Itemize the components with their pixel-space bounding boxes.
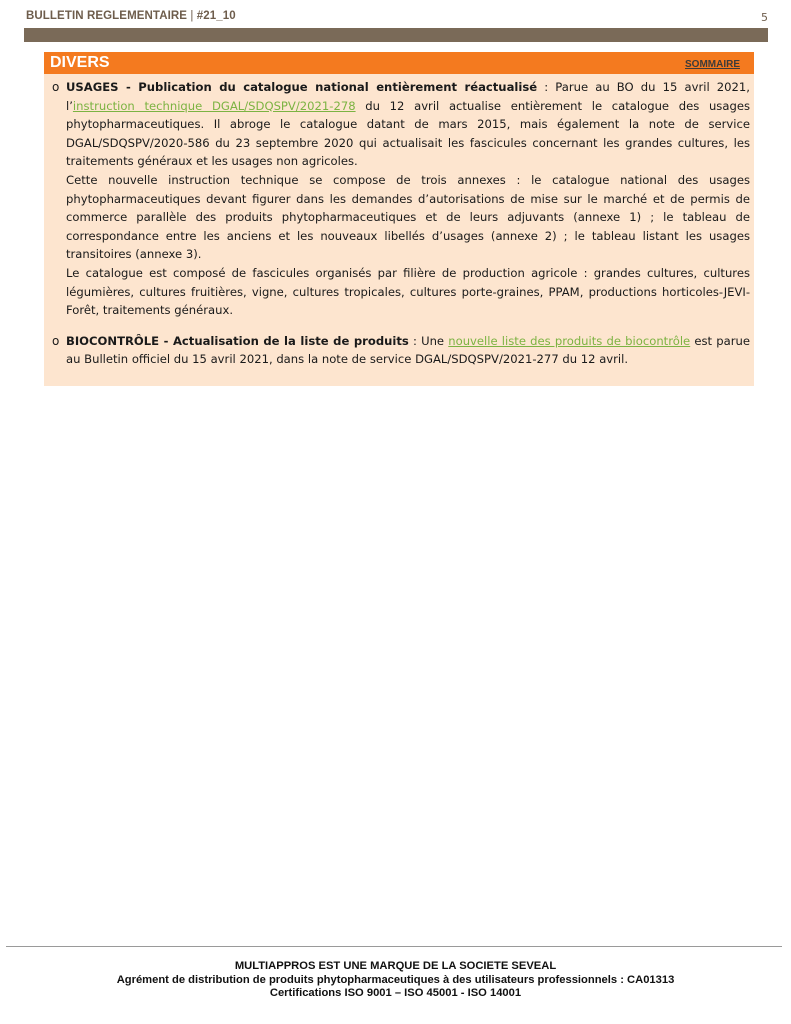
instruction-technique-link[interactable]: instruction technique DGAL/SDQSPV/2021-278 <box>72 98 356 113</box>
biocontrole-list-link[interactable]: nouvelle liste des produits de biocontrôle <box>448 333 691 348</box>
usages-paragraph-1 <box>66 78 750 171</box>
page-number: 5 <box>761 11 768 24</box>
usages-text-1: : Parue au BO du 15 avril 2021, l’ <box>66 80 750 113</box>
sommaire-link[interactable]: SOMMAIRE <box>685 59 740 70</box>
title-separator: | <box>187 10 197 22</box>
biocontrole-text-2: est parue au Bulletin officiel du 15 avril 2021, dans la note de service DGAL/SDQSPV/2021-277 du 12 avril. <box>66 333 750 367</box>
section-title: DIVERS <box>50 54 110 71</box>
usages-paragraph-2: Cette nouvelle instruction technique se compose de trois annexes : le catalogue national des usages phytopharmaceutiques devant figurer dans les demandes d’autorisations de mise sur le marché et de permis de commerce parallèle des produits phytopharmaceutiques et de leurs adjuvants (annexe 1) ; le tableau de correspondance entre les anciens et les nouveaux libellés d’usages (annexe 2) ; le tableau listant les usages transitoires (annexe 3). <box>66 172 750 262</box>
biocontrole-heading: BIOCONTRÔLE - Actualisation de la liste de produits <box>66 333 409 348</box>
section-header <box>44 52 754 74</box>
bulletin-title <box>26 10 236 22</box>
biocontrole-paragraph <box>66 332 750 369</box>
divers-section <box>44 52 754 386</box>
bullet-icon: o <box>52 80 60 94</box>
list-item-usages <box>44 78 754 320</box>
page-header <box>24 8 768 26</box>
usages-text-2: du 12 avril actualise entièrement le catalogue des usages phytopharmaceutiques. Il abroge le catalogue datant de mars 2015, mais également la note de service DGAL/SDQSPV/2020-586 du 23 septembre 2020 qui actualisait les fascicules concernant les grandes cultures, les traitements généraux et les usages non agricoles. <box>66 98 750 169</box>
footer-line-brand: MULTIAPPROS EST UNE MARQUE DE LA SOCIETE SEVEAL <box>234 960 557 972</box>
bullet-icon: o <box>52 333 60 348</box>
page-footer <box>0 960 791 1001</box>
usages-heading: USAGES - Publication du catalogue national entièrement réactualisé <box>66 80 538 94</box>
list-item-biocontrole <box>44 332 754 369</box>
footer-line-certifications: Certifications ISO 9001 – ISO 45001 - ISO 14001 <box>269 987 522 1000</box>
bulletin-name: BULLETIN REGLEMENTAIRE <box>26 10 188 22</box>
biocontrole-text-1: : Une <box>408 333 449 348</box>
header-bar <box>24 28 768 42</box>
usages-paragraph-3: Le catalogue est composé de fascicules organisés par filière de production agricole : grandes cultures, cultures légumières, cultures fruitières, vigne, cultures tropicales, cultures porte-graines, PPAM, productions horticoles-JEVI-Forêt, traitements généraux. <box>66 265 750 318</box>
issue-number: #21_10 <box>196 10 236 22</box>
footer-line-agrement: Agrément de distribution de produits phytopharmaceutiques à des utilisateurs professionnels : CA01313 <box>116 973 675 986</box>
footer-divider <box>6 946 782 947</box>
